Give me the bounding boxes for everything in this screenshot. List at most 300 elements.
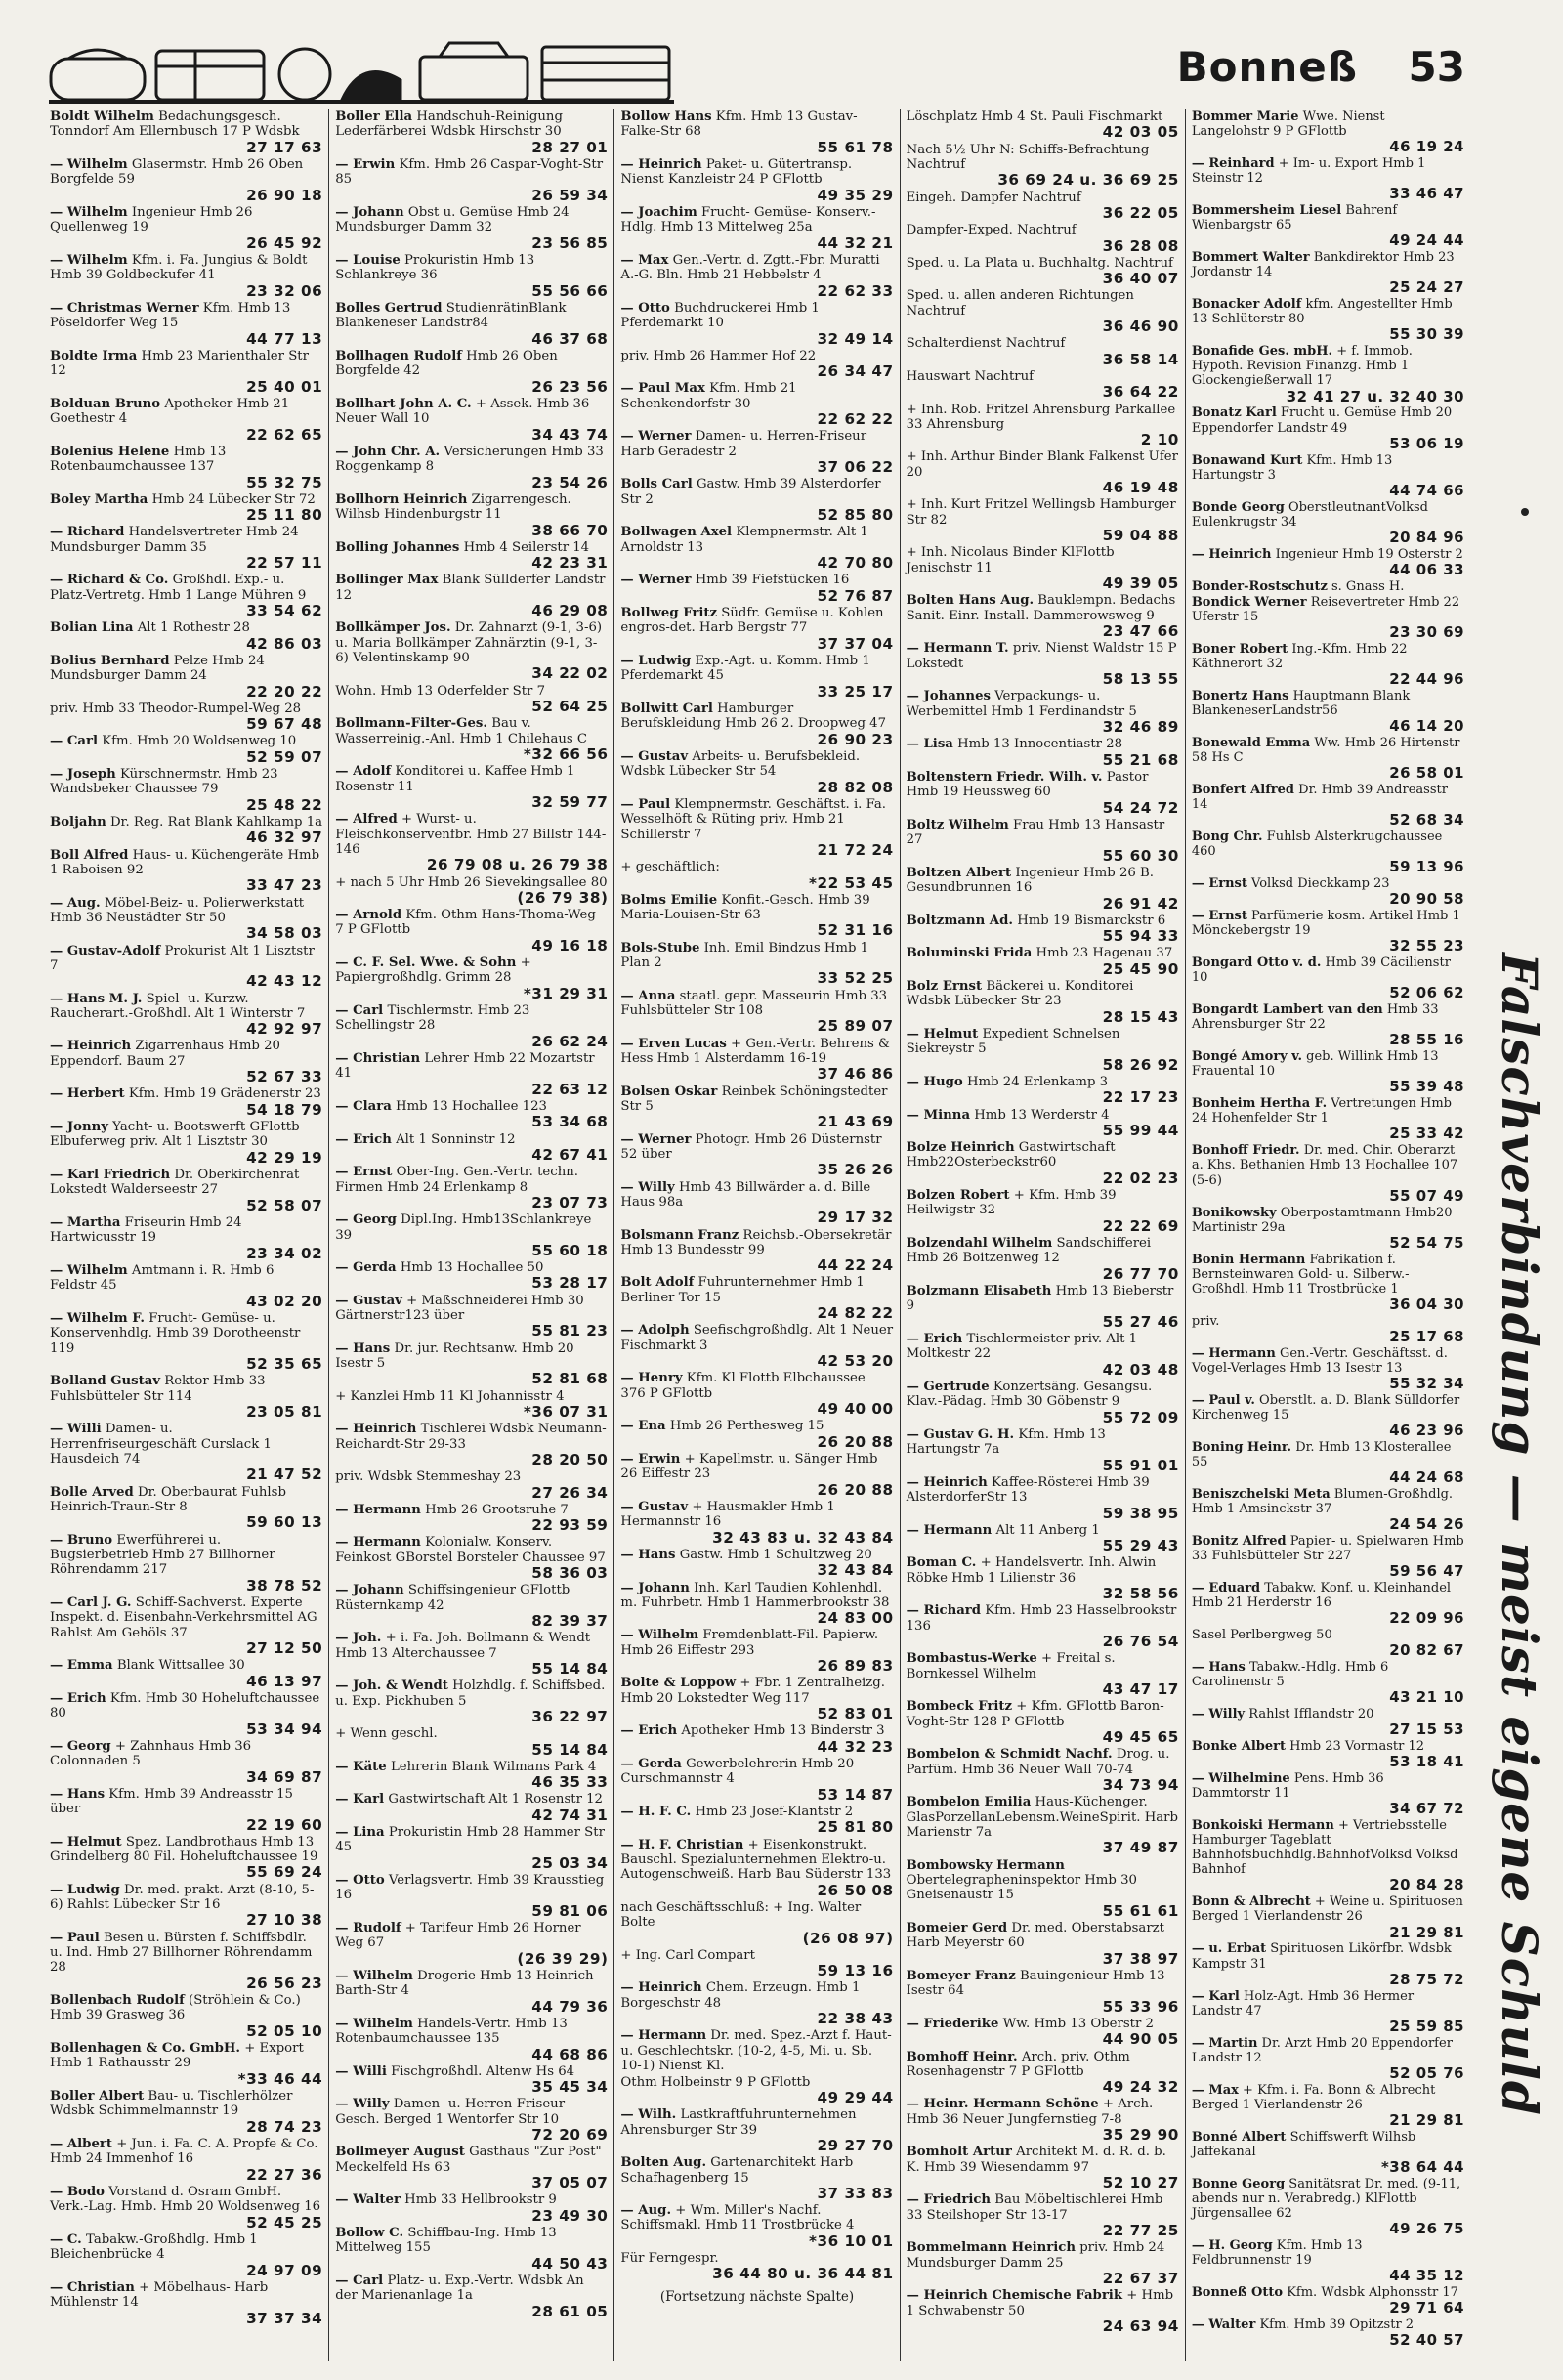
entry-details: Ober-Ing. Gen.-Vertr. techn. Firmen Hmb 24 Erlenkamp 8	[335, 1165, 578, 1195]
directory-entry	[907, 914, 1179, 946]
entry-name: — Ernst	[1191, 909, 1247, 924]
entry-name: — C.	[50, 2231, 82, 2247]
directory-entry	[620, 573, 893, 605]
entry-name: — Ludwig	[50, 1882, 120, 1897]
entry-phone: 22 62 22	[817, 410, 894, 429]
directory-entry	[50, 445, 322, 491]
entry-details: Papier- u. Spielwaren Hmb 33 Fuhlsbütteler Str 227	[1191, 1533, 1464, 1564]
entry-details: Hmb 13 Bieberstr 9	[906, 1284, 1174, 1314]
directory-entry	[1192, 642, 1464, 688]
entry-phone: 52 05 76	[1389, 2063, 1465, 2082]
entry-phone: 55 91 01	[1102, 1456, 1179, 1474]
entry-details: Zigarrengesch. Wilhsb Hindenburgstr 11	[335, 491, 571, 523]
column-1	[44, 109, 328, 2361]
entry-details: Kfm. Wdsbk Alphonsstr 17	[1287, 2284, 1458, 2300]
entry-details: + Eisenkonstrukt. Bauschl. Spezialunternehmen Elektro-u. Autogenschweiß. Harb Bau Süderstr 133	[620, 1837, 892, 1883]
entry-phone: 49 24 32	[1102, 2078, 1179, 2097]
entry-phone: 42 53 20	[817, 1352, 894, 1371]
entry-details: Verpackungs- u. Werbemittel Hmb 1 Ferdinandstr 5	[906, 689, 1137, 719]
entry-details: Zigarrenhaus Hmb 20 Eppendorf. Baum 27	[50, 1039, 280, 1069]
entry-name: Bollow C.	[335, 2226, 404, 2240]
directory-entry	[50, 525, 322, 572]
entry-phone: 28 82 08	[817, 778, 894, 796]
entry-details: Schalterdienst Nachtruf	[906, 336, 1066, 352]
entry-details: Buchdruckerei Hmb 1 Pferdemarkt 10	[620, 300, 820, 331]
directory-entry	[335, 1212, 608, 1259]
entry-phone: 55 32 34	[1389, 1374, 1465, 1392]
directory-entry	[335, 157, 608, 204]
directory-entry	[50, 1039, 322, 1085]
directory-entry	[907, 2017, 1179, 2049]
entry-phone: 55 30 39	[1389, 325, 1465, 344]
directory-entry	[907, 1699, 1179, 1746]
directory-entry	[335, 2097, 608, 2144]
entry-name: — Hermann T.	[906, 641, 1009, 657]
entry-details: + Hmb 1 Schwabenstr 50	[906, 2288, 1174, 2318]
directory-entry	[335, 1422, 608, 1468]
directory-entry	[50, 654, 322, 701]
entry-name: — Hermann	[335, 1502, 421, 1517]
directory-entry	[50, 2089, 322, 2136]
entry-name: Bomeyer Franz	[906, 1968, 1016, 1983]
entry-phone: 55 60 30	[1102, 846, 1179, 865]
entry-phone: 29 27 70	[817, 2136, 894, 2154]
directory-entry	[1192, 579, 1464, 594]
entry-phone: 21 72 24	[817, 840, 894, 859]
directory-entry	[620, 1900, 893, 1947]
entry-name: — Reinhard	[1191, 156, 1275, 172]
entry-details: priv. Hmb 26 Hammer Hof 22	[620, 348, 817, 363]
directory-entry	[335, 684, 608, 716]
entry-name: Bonde Georg	[1191, 499, 1285, 515]
directory-entry	[50, 701, 322, 734]
entry-name: — Gustav-Adolf	[50, 943, 161, 958]
directory-entry	[1192, 1253, 1464, 1313]
directory-entry	[1192, 876, 1464, 908]
entry-name: — Henry	[620, 1371, 683, 1386]
entry-details: Kfm. Hmb 39 Opitzstr 2	[1259, 2316, 1415, 2332]
entry-phone: 59 56 47	[1389, 1562, 1465, 1581]
entry-details: + f. Immob. Hypoth. Revision Finanzg. Hmb 1 Glockengießerwall 17	[1191, 344, 1413, 389]
directory-entry	[907, 1858, 1179, 1920]
directory-entry	[50, 1658, 322, 1690]
entry-phone: 52 45 25	[246, 2213, 323, 2231]
entry-details: Pastor Hmb 19 Heussweg 60	[906, 769, 1149, 800]
directory-entry	[907, 2240, 1179, 2287]
directory-entry	[620, 253, 893, 300]
entry-name: — Erwin	[335, 156, 396, 172]
entry-phone: 26 50 08	[817, 1881, 894, 1899]
entry-phone: 53 28 17	[531, 1274, 609, 1293]
entry-phone: 28 74 23	[246, 2117, 323, 2136]
entry-phone: 36 64 22	[1102, 383, 1179, 402]
entry-phone: 37 37 04	[817, 634, 894, 653]
entry-details: Spez. Landbrothaus Hmb 13 Grindelberg 80 Fil. Hoheluftchaussee 19	[50, 1834, 318, 1865]
directory-entry	[907, 1921, 1179, 1968]
entry-name: — Carl	[335, 1003, 384, 1019]
entry-name: Bommer Marie	[1191, 109, 1299, 124]
entry-details: priv. Wdsbk Stemmeshay 23	[335, 1469, 522, 1485]
entry-phone: 49 35 29	[817, 186, 894, 204]
directory-entry	[620, 2203, 893, 2250]
entry-name: — Heinrich	[620, 1980, 702, 1996]
entry-details: Bauingenieur Hmb 13 Isestr 64	[906, 1968, 1165, 1999]
entry-details: Yacht- u. Bootswerft GFlottb Elbuferweg priv. Alt 1 Lisztstr 30	[50, 1120, 300, 1150]
entry-name: — Werner	[620, 429, 692, 445]
entry-phone: 55 61 61	[1102, 1901, 1179, 1920]
entry-phone: 46 23 96	[1389, 1421, 1465, 1439]
entry-details: Kolonialw. Konserv. Feinkost GBorstel Borsteler Chaussee 97	[335, 1535, 606, 1565]
entry-details: Prokurist Alt 1 Lisztstr 7	[50, 943, 315, 973]
entry-name: Boltz Wilhelm	[906, 817, 1009, 832]
entry-name: Bonewald Emma	[1191, 735, 1311, 750]
entry-phone: *36 10 01	[809, 2231, 894, 2250]
entry-details: Hmb 4 Seilerstr 14	[463, 539, 590, 555]
entry-phone: 25 24 27	[1389, 278, 1465, 297]
directory-entry	[1192, 1534, 1464, 1580]
directory-entry	[907, 1236, 1179, 1283]
entry-phone: *33 46 44	[237, 2069, 323, 2088]
entry-details: Kfm. Hmb 21 Schenkendorfstr 30	[620, 381, 797, 411]
directory-entry	[907, 1188, 1179, 1235]
directory-entry	[50, 1787, 322, 1834]
entry-phone: 27 15 53	[1389, 1721, 1465, 1739]
entry-name: Bongard Otto v. d.	[1191, 956, 1322, 971]
directory-entry	[1192, 829, 1464, 875]
entry-name: Bomhoff Heinr.	[906, 2049, 1018, 2064]
entry-phone: 28 27 01	[531, 138, 609, 156]
directory-entry	[620, 349, 893, 381]
entry-name: Bollinger Max	[335, 573, 439, 588]
directory-entry	[907, 2145, 1179, 2191]
entry-details: Dr. Oberkirchenrat Lokstedt Walderseestr 27	[50, 1168, 300, 1198]
entry-phone: 33 47 23	[246, 876, 323, 895]
entry-phone: 32 41 27 u. 32 40 30	[1286, 387, 1465, 405]
entry-details: Tischlermstr. Hmb 23 Schellingstr 28	[335, 1003, 530, 1034]
entry-name: — Gustav	[620, 748, 689, 764]
entry-name: Bolle Arved	[50, 1484, 134, 1500]
entry-phone: 55 56 66	[531, 281, 609, 300]
entry-phone: 52 35 65	[246, 1355, 323, 1374]
directory-entry	[335, 397, 608, 444]
directory-entry	[907, 449, 1179, 496]
entry-name: — Ernst	[1191, 876, 1247, 892]
entry-phone: 52 06 62	[1389, 984, 1465, 1002]
entry-phone: 25 89 07	[817, 1017, 894, 1036]
entry-details: Blank Süllderfer Landstr 12	[335, 573, 606, 603]
directory-entry	[1192, 1628, 1464, 1659]
directory-entry	[50, 301, 322, 348]
entry-phone: 25 48 22	[246, 795, 323, 814]
directory-entry	[907, 256, 1179, 288]
entry-details: Hmb 24 Erlenkamp 3	[966, 1074, 1109, 1089]
entry-name: Boll Alfred	[50, 847, 129, 863]
directory-entry	[50, 157, 322, 204]
entry-name: Bonacker Adolf	[1191, 297, 1302, 313]
entry-name: — Erven Lucas	[620, 1036, 727, 1051]
entry-details: Arbeits- u. Berufsbekleid. Wdsbk Lübecker Str 54	[620, 748, 861, 780]
entry-details: Ingenieur Hmb 26 Quellenweg 19	[50, 204, 253, 235]
entry-name: Boner Robert	[1191, 641, 1288, 657]
directory-entry	[50, 1086, 322, 1119]
entry-name: — Wilhelmine	[1191, 1771, 1290, 1787]
entry-details: Spiel- u. Kurzw. Raucherart.-Großhdl. Alt 1 Winterstr 7	[50, 991, 306, 1021]
entry-details: + Inh. Kurt Fritzel Wellingsb Hamburger Str 82	[906, 497, 1176, 528]
directory-entry	[620, 1180, 893, 1227]
entry-phone: 34 73 94	[1102, 1776, 1179, 1795]
entry-details: Lehrer Hmb 22 Mozartstr 41	[335, 1051, 595, 1082]
directory-entry	[907, 818, 1179, 865]
entry-phone: 37 46 86	[817, 1065, 894, 1084]
entry-phone: 46 19 24	[1389, 138, 1465, 156]
directory-entry	[1192, 250, 1464, 296]
entry-phone: 55 29 43	[1102, 1537, 1179, 1555]
entry-details: Dr. med. prakt. Arzt (8-10, 5-6) Rahlst Lübecker Str 16	[50, 1882, 315, 1913]
entry-phone: 32 46 89	[1102, 718, 1179, 737]
entry-details: Bauklempn. Bedachs Sanit. Einr. Install. Dammerowsweg 9	[906, 593, 1176, 623]
entry-details: Hmb 23 Marienthaler Str 12	[50, 348, 309, 379]
entry-name: — Werner	[620, 1131, 692, 1147]
directory-entry	[50, 109, 322, 156]
directory-entry	[50, 1120, 322, 1167]
entry-details: Hauswart Nachtruf	[906, 368, 1035, 384]
entry-name: Bommert Walter	[1191, 250, 1310, 266]
entry-phone: 59 04 88	[1102, 527, 1179, 545]
entry-name: — Karl	[335, 1792, 385, 1807]
entry-details: priv. Hmb 33 Theodor-Rumpel-Weg 28	[50, 701, 302, 716]
entry-phone: 55 60 18	[531, 1241, 609, 1259]
entry-phone: 49 29 44	[817, 2088, 894, 2106]
directory-entry	[907, 143, 1179, 190]
entry-name: — Johann	[620, 1580, 690, 1595]
directory-entry	[1192, 1096, 1464, 1142]
directory-entry	[335, 1583, 608, 1630]
directory-entry	[335, 1969, 608, 2016]
entry-phone: 27 12 50	[246, 1639, 323, 1657]
entry-name: Bonné Albert	[1191, 2129, 1287, 2145]
entry-details: + Hausmakler Hmb 1 Hermannstr 16	[620, 1499, 835, 1530]
entry-phone: 22 93 59	[531, 1516, 609, 1535]
entry-details: Nach 5½ Uhr N: Schiffs-Befrachtung Nachtruf	[906, 142, 1150, 172]
entry-phone: 26 58 01	[1389, 764, 1465, 783]
directory-entry	[907, 403, 1179, 449]
entry-name: — Willy	[620, 1179, 675, 1195]
directory-entry	[335, 1132, 608, 1165]
entry-name: — Walter	[1191, 2316, 1256, 2332]
entry-details: Bankdirektor Hmb 23 Jordanstr 14	[1191, 250, 1455, 280]
entry-phone: *32 66 56	[523, 744, 609, 763]
entry-phone: 37 49 87	[1102, 1839, 1179, 1857]
directory-entry	[50, 1374, 322, 1421]
directory-entry	[907, 946, 1179, 978]
entry-name: Boluminski Frida	[906, 946, 1033, 961]
directory-entry	[907, 497, 1179, 544]
side-advertisement	[1481, 801, 1557, 2267]
directory-entry	[1192, 956, 1464, 1001]
entry-phone: 22 19 60	[246, 1815, 323, 1834]
entry-phone: 42 92 97	[246, 1020, 323, 1039]
entry-phone: 58 36 03	[531, 1564, 609, 1583]
entry-details: Dr. Hmb 39 Andreasstr 14	[1191, 782, 1448, 813]
directory-entry	[907, 2192, 1179, 2239]
entry-name: — Wilhelm	[335, 1968, 413, 1983]
entry-name: Boldte Irma	[50, 348, 138, 363]
entry-phone: 46 35 33	[531, 1773, 609, 1792]
entry-name: — H. F. Christian	[620, 1837, 744, 1852]
entry-details: priv.	[1191, 1313, 1220, 1329]
entry-phone: 52 85 80	[817, 506, 894, 525]
directory-entry	[335, 2064, 608, 2097]
entry-phone: 26 79 08 u. 26 79 38	[426, 856, 609, 874]
entry-details: Kfm. Kl Flottb Elbchaussee 376 P GFlottb	[620, 1371, 866, 1401]
entry-name: Bollhart John A. C.	[335, 396, 472, 411]
entry-details: Ing.-Kfm. Hmb 22 Käthnerort 32	[1191, 641, 1408, 671]
directory-entry	[620, 381, 893, 428]
directory-entry	[335, 1726, 608, 1759]
entry-details: Lastkraftfuhrunternehmen Ahrensburger Str 39	[620, 2107, 857, 2138]
directory-entry	[907, 1747, 1179, 1794]
directory-entry	[620, 2251, 893, 2283]
entry-phone: 23 49 30	[531, 2206, 609, 2225]
entry-details: + Kanzlei Hmb 11 Kl Johannisstr 4	[335, 1388, 565, 1404]
directory-entry	[907, 1523, 1179, 1555]
entry-phone: 37 05 07	[531, 2174, 609, 2192]
entry-details: Seefischgroßhdlg. Alt 1 Neuer Fischmarkt 3	[620, 1323, 894, 1353]
entry-phone: 49 39 05	[1102, 574, 1179, 593]
directory-entry	[620, 1757, 893, 1804]
entry-details: Reinbek Schöningstedter Str 5	[620, 1084, 888, 1114]
entry-name: Bonin Hermann	[1191, 1252, 1306, 1267]
entry-details: Damen- u. Herren-Friseur-Gesch. Berged 1 Wentorfer Str 10	[335, 2097, 570, 2127]
entry-name: Bommelmann Heinrich	[906, 2240, 1076, 2256]
directory-entry	[907, 979, 1179, 1026]
entry-details: + Handelsvertr. Inh. Alwin Röbke Hmb 1 Lilienstr 36	[906, 1555, 1157, 1586]
directory-entry	[335, 1341, 608, 1388]
directory-entry	[335, 764, 608, 811]
entry-phone: 52 40 57	[1389, 2331, 1465, 2350]
directory-entry	[50, 815, 322, 847]
entry-details: Hmb 23 Vormastr 12	[1289, 1739, 1424, 1755]
directory-entry	[620, 1275, 893, 1322]
directory-entry	[620, 1581, 893, 1628]
directory-entry	[335, 445, 608, 491]
directory-entry	[335, 301, 608, 348]
entry-details: Prokuristin Hmb 28 Hammer Str 45	[335, 1825, 605, 1855]
directory-entry	[50, 1485, 322, 1532]
entry-phone: 20 82 67	[1389, 1641, 1465, 1660]
entry-name: Bollweg Fritz	[620, 605, 718, 620]
entry-phone: (26 79 38)	[517, 888, 609, 907]
directory-entry	[335, 1260, 608, 1293]
entry-name: — Georg	[335, 1212, 397, 1228]
entry-name: — Paul	[50, 1930, 100, 1945]
entry-name: — Carl	[50, 734, 99, 749]
entry-phone: 53 34 68	[531, 1113, 609, 1131]
entry-phone: 46 13 97	[246, 1672, 323, 1690]
entry-phone: 37 37 34	[246, 2309, 323, 2327]
entry-phone: 24 97 09	[246, 2261, 323, 2279]
entry-details: (Ströhlein & Co.) Hmb 39 Grasweg 36	[50, 1993, 301, 2023]
entry-phone: 25 81 80	[817, 1818, 894, 1837]
entry-name: Bollwagen Axel	[620, 525, 733, 540]
entry-details: Bau Möbeltischlerei Hmb 33 Steilshoper Str 13-17	[906, 2192, 1163, 2223]
entry-phone: 24 54 26	[1389, 1515, 1465, 1534]
entry-phone: 49 45 65	[1102, 1728, 1179, 1747]
entry-name: — Wilhelm	[50, 156, 128, 172]
entry-phone: 49 16 18	[531, 936, 609, 955]
entry-details: Ww. Hmb 26 Hirtenstr 58 Hs C	[1191, 735, 1460, 765]
entry-name: — Heinr. Hermann Schöne	[906, 2097, 1099, 2112]
entry-name: — Käte	[335, 1759, 387, 1774]
entry-name: Bonheim Hertha F.	[1191, 1096, 1328, 1112]
entry-phone: 29 71 64	[1389, 2299, 1465, 2317]
directory-entry	[620, 1037, 893, 1084]
directory-entry	[620, 157, 893, 204]
directory-entry	[1192, 1143, 1464, 1204]
entry-details: Sasel Perlbergweg 50	[1191, 1628, 1332, 1643]
directory-entry	[50, 1422, 322, 1483]
entry-name: — Karl	[1191, 1988, 1240, 2004]
continuation-note: (Fortsetzung nächste Spalte)	[659, 2288, 855, 2305]
entry-name: Bomeier Gerd	[906, 1920, 1008, 1935]
entry-phone: 54 18 79	[246, 1100, 323, 1119]
entry-name: Bongardt Lambert van den	[1191, 1002, 1383, 1018]
entry-details: Ewerführerei u. Bugsierbetrieb Hmb 27 Billhorner Röhrendamm 217	[50, 1532, 275, 1578]
directory-entry	[1192, 1440, 1464, 1486]
entry-name: — Joachim	[620, 204, 697, 220]
entry-name: — Ernst	[335, 1165, 393, 1180]
directory-entry	[907, 2288, 1179, 2335]
directory-entry	[620, 1419, 893, 1451]
entry-details: + Freital s. Bornkessel Wilhelm	[906, 1651, 1116, 1681]
entry-details: Arch. priv. Othm Rosenhagenstr 7 P GFlottb	[906, 2049, 1130, 2079]
entry-details: Exp.-Agt. u. Komm. Hmb 1 Pferdemarkt 45	[620, 653, 870, 684]
directory-entry	[335, 875, 608, 908]
directory-entry	[1192, 1314, 1464, 1345]
entry-details: Dr. med. Chir. Oberarzt a. Khs. Bethanien Hmb 13 Hochallee 107 (5-6)	[1191, 1143, 1458, 1188]
directory-entry	[1192, 1818, 1464, 1893]
entry-details: Kfm. Hmb 30 Hoheluftchaussee 80	[50, 1690, 320, 1721]
directory-entry	[1192, 783, 1464, 829]
entry-name: — Christian	[335, 1051, 421, 1066]
entry-phone: 26 20 88	[817, 1480, 894, 1499]
entry-phone: 44 22 24	[817, 1256, 894, 1275]
entry-name: Bongé Amory v.	[1191, 1049, 1303, 1065]
column-4	[900, 109, 1185, 2361]
entry-details: + Tarifeur Hmb 26 Horner Weg 67	[335, 1920, 581, 1951]
entry-phone: *36 07 31	[523, 1403, 609, 1421]
directory-entry	[335, 349, 608, 396]
entry-phone: 53 14 87	[817, 1785, 894, 1804]
entry-phone: 55 33 96	[1102, 1997, 1179, 2016]
directory-entry	[335, 540, 608, 573]
entry-phone: 21 47 52	[246, 1466, 323, 1484]
entry-name: — Aug.	[50, 895, 101, 911]
entry-name: — Heinrich	[1191, 546, 1272, 562]
entry-phone: 26 20 88	[817, 1432, 894, 1451]
entry-phone: 52 54 75	[1389, 1233, 1465, 1252]
entry-details: Kürschnermstr. Hmb 23 Wandsbeker Chaussee 79	[50, 767, 278, 797]
directory-entry	[907, 593, 1179, 640]
directory-entry	[907, 288, 1179, 335]
entry-details: + Inh. Rob. Fritzel Ahrensburg Parkallee 33 Ahrensburg	[906, 402, 1176, 432]
entry-phone: 52 67 33	[246, 1068, 323, 1086]
entry-phone: 34 58 03	[246, 924, 323, 943]
entry-phone: 44 35 12	[1389, 2267, 1465, 2285]
directory-entry	[50, 205, 322, 252]
entry-name: Bong Chr.	[1191, 829, 1263, 845]
entry-name: — Werner	[620, 573, 692, 588]
